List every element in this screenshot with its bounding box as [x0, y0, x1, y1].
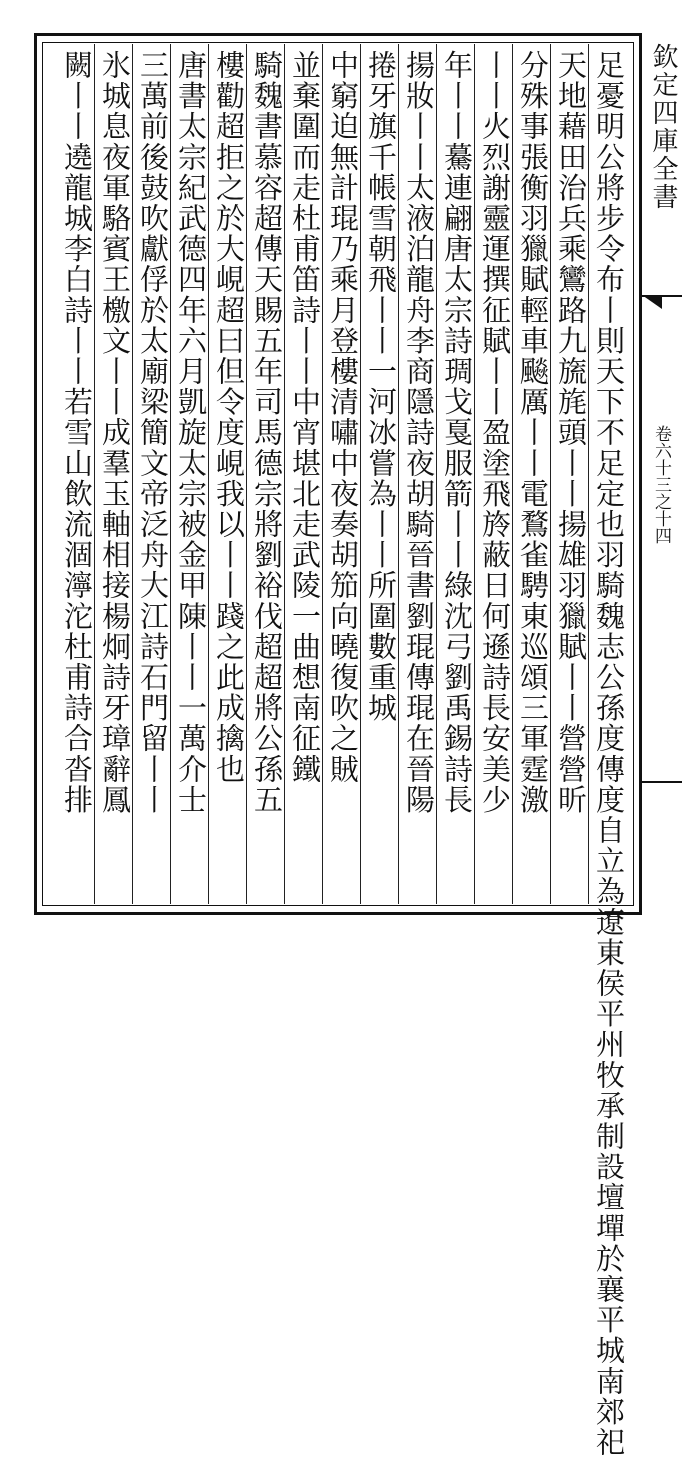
column-rule: [170, 44, 171, 904]
text-column: 揚妝丨丨太液泊龍舟李商隱詩夜胡騎晉書劉琨傳琨在晉陽: [402, 50, 436, 815]
column-rule: [360, 44, 361, 904]
book-title: 欽定四庫全書: [648, 43, 678, 211]
fish-tail-mark-bottom: [642, 781, 682, 783]
column-rule: [588, 44, 589, 904]
text-column: 樓勸超拒之於大峴超曰但令度峴我以丨丨踐之此成擒也: [212, 50, 246, 785]
text-column: 中窮迫無計琨乃乘月登樓清嘯中夜奏胡笳向曉復吹之賊: [326, 50, 360, 785]
column-rule: [284, 44, 285, 904]
text-column: 丨丨火烈謝靈運撰征賦丨丨盈塗飛旍蔽日何遜詩長安美少: [478, 50, 512, 815]
column-rule: [322, 44, 323, 904]
column-rule: [436, 44, 437, 904]
column-rule: [550, 44, 551, 904]
text-column: 三萬前後鼓吹獻俘於太廟梁簡文帝泛舟大江詩石門留丨丨: [136, 50, 170, 815]
column-rule: [94, 44, 95, 904]
text-column: 天地藉田治兵乘鸞路九旒旄頭丨丨揚雄羽獵賦丨丨營營昕: [554, 50, 588, 815]
column-rule: [474, 44, 475, 904]
column-rule: [398, 44, 399, 904]
fish-tail-wedge: [642, 295, 662, 309]
column-rule: [512, 44, 513, 904]
text-column: 闕丨丨遶龍城李白詩丨丨若雪山飲流涸濘沱杜甫詩合沓排: [60, 50, 94, 815]
column-rule: [246, 44, 247, 904]
side-margin: [642, 33, 682, 915]
text-column: 捲牙旗千帳雪朝飛丨丨一河冰嘗為丨丨所圍數重城: [364, 50, 398, 724]
column-rule: [208, 44, 209, 904]
text-column: 年丨丨驀連翩唐太宗詩琱戈戛服箭丨丨綠沈弓劉禹錫詩長: [440, 50, 474, 815]
text-column: 足憂明公將步令布丨則天下不足定也羽騎魏志公孫度傳度自立為遼東侯平州牧承制設壇墠於襄平城南郊祀: [592, 50, 626, 1458]
text-column: 並棄圍而走杜甫笛詩丨丨中宵堪北走武陵一曲想南征鐵: [288, 50, 322, 785]
column-rule: [132, 44, 133, 904]
text-column: 唐書太宗紀武德四年六月凱旋太宗被金甲陳丨丨一萬介士: [174, 50, 208, 815]
volume-label: 卷六十三之十四: [651, 425, 671, 544]
text-column: 氷城息夜軍駱賓王檄文丨丨成羣玉軸相接楊炯詩牙璋辭鳳: [98, 50, 132, 815]
text-column: 騎魏書慕容超傳天賜五年司馬德宗將劉裕伐超超將公孫五: [250, 50, 284, 815]
text-column: 分殊事張衡羽獵賦輕車飈厲丨丨電鶩雀騁東巡頌三軍霆激: [516, 50, 550, 815]
